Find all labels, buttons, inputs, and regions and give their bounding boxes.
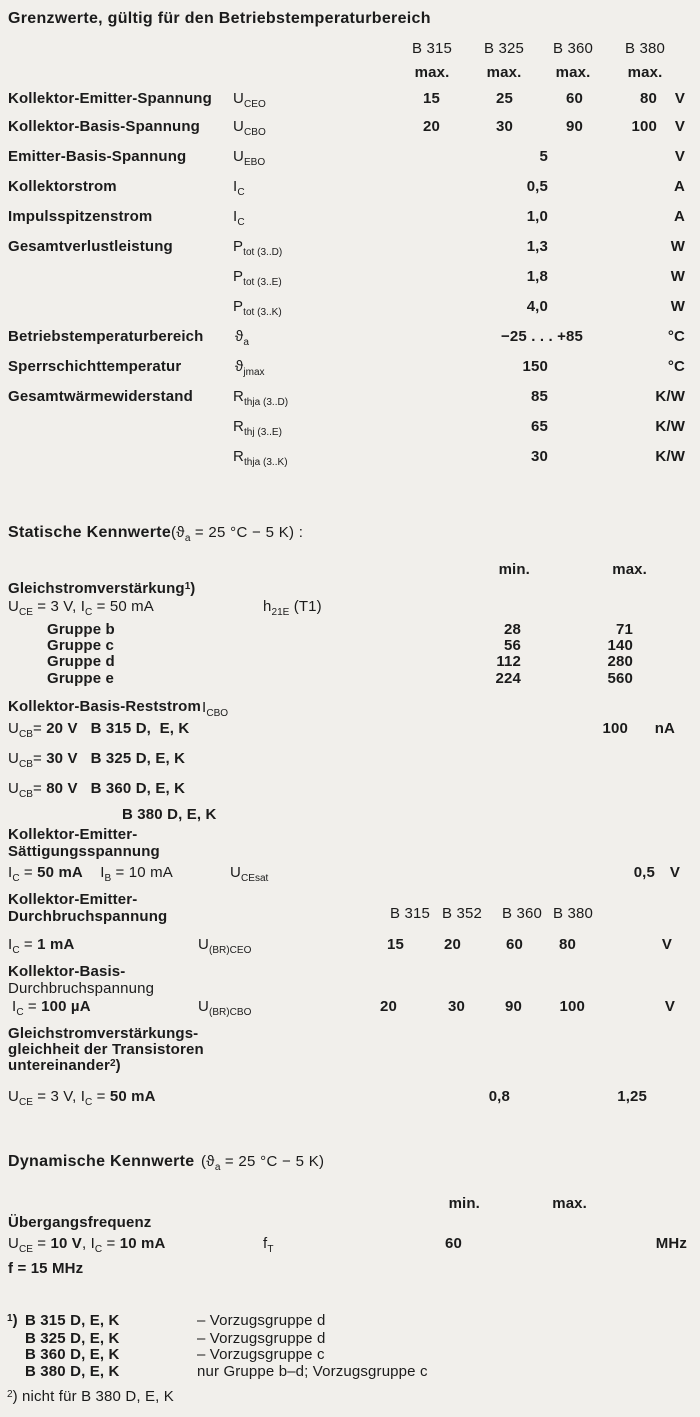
cond-ubrcbo: $I_C = 100$ µA (12, 998, 91, 1018)
cond-ucesat: $I_C = 50$ mA $I_B = 10$ mA (8, 864, 173, 884)
unit-icm: A (674, 208, 685, 225)
row-label-rth: Gesamtwärmewiderstand (8, 388, 193, 405)
symbol-ubrcbo: $U_{(BR)CBO}$ (198, 998, 252, 1018)
cell-ptot-e-value: 1,8 (526, 268, 548, 285)
cell-uceo-b360: 60 (566, 90, 583, 107)
section-title-dynamische (8, 1153, 325, 1173)
label-gruppe-e: Gruppe e (47, 670, 115, 687)
label-ubrceo-2: Durchbruchspannung (8, 908, 168, 925)
max-subheader-3: max. (555, 64, 591, 81)
unit-tj: °C (667, 358, 685, 375)
cell-ubrcbo-b315: 20 (380, 998, 397, 1015)
row-label-uebo: Emitter-Basis-Spannung (8, 148, 187, 165)
max-subheader-2: max. (486, 64, 522, 81)
row-symbol-ucbo: $U_{CBO}$ (233, 118, 266, 138)
max-header-statische: max. (612, 561, 647, 578)
cell-rthja-k-value: 30 (531, 448, 548, 465)
cell-icbo-value: 100 (602, 720, 628, 737)
row-label-tj: Sperrschichttemperatur (8, 358, 182, 375)
title-dynamische-cond: ($ϑ_a = 25$ °C − 5 K) (201, 1153, 325, 1173)
symbol-ucesat: $U_{CEsat}$ (230, 864, 269, 884)
cell-uceo-b325: 25 (496, 90, 513, 107)
cell-gruppe-e-max: 560 (607, 670, 633, 687)
row-symbol-rthj-e: $R_{thj (3..E)}$ (233, 418, 282, 438)
label-gruppe-d: Gruppe d (47, 653, 115, 670)
row-symbol-ptot-k: $P_{tot (3..K)}$ (233, 298, 282, 318)
unit-ubrceo: V (661, 936, 672, 953)
cond-icbo-b360: $U_{CB}= 80$ V B 360 D, E, K (8, 780, 186, 800)
section-title-statische (8, 524, 304, 544)
row-symbol-uebo: $U_{EBO}$ (233, 148, 266, 168)
row-label-uceo: Kollektor-Emitter-Spannung (8, 90, 212, 107)
row-symbol-icm: $I_C$ (233, 208, 245, 228)
cell-ft-min: 60 (445, 1235, 462, 1252)
row-label-icm: Impulsspitzenstrom (8, 208, 153, 225)
cond-hfe: $U_{CE} = 3$ V, $I_C = 50$ mA (8, 598, 154, 618)
row-label-ta: Betriebstemperaturbereich (8, 328, 204, 345)
label-gruppe-c: Gruppe c (47, 637, 115, 654)
cond-icbo-b315: $U_{CB}= 20$ V B 315 D, E, K (8, 720, 190, 740)
title-grenzwerte-rest: gültig für den Betriebstemperaturbereich (102, 10, 431, 27)
title-dynamische-bold: Dynamische Kennwerte (8, 1153, 195, 1170)
section-title-grenzwerte (8, 10, 431, 27)
cell-ubrcbo-b380: 100 (559, 998, 585, 1015)
footnote1-type-b325: B 325 D, E, K (25, 1330, 120, 1347)
title-statische-cond: ($ϑ_a = 25$ °C − 5 K) : (171, 524, 304, 544)
type-header-b360: B 360 (553, 40, 593, 57)
cell-gruppe-d-max: 280 (607, 653, 633, 670)
min-header-statische: min. (498, 561, 530, 578)
footnote1-type-b380: B 380 D, E, K (25, 1363, 120, 1380)
unit-ucesat: V (669, 864, 680, 881)
row-symbol-tj: $ϑ_{jmax}$ (235, 358, 265, 378)
unit-ic: A (674, 178, 685, 195)
type-header2-b380: B 380 (553, 905, 593, 922)
cell-ic-value: 0,5 (526, 178, 548, 195)
cond-matching: $U_{CE} = 3$ V, $I_C = 50$ mA (8, 1088, 156, 1108)
cell-uceo-b380: 80 (640, 90, 657, 107)
row-symbol-ic: $I_C$ (233, 178, 245, 198)
label-ucesat-1: Kollektor-Emitter- (8, 826, 138, 843)
type-header-b380: B 380 (625, 40, 665, 57)
unit-rthja-d: K/W (655, 388, 685, 405)
cond-ft-1: $U_{CE} = 10$ V, $I_C = 10$ mA (8, 1235, 166, 1255)
footnote1-marker: $^1$) (7, 1312, 18, 1329)
row-symbol-rthja-d: $R_{thja (3..D)}$ (233, 388, 289, 408)
footnote1-note-b360: – Vorzugsgruppe c (197, 1346, 325, 1363)
symbol-icbo: $I_{CBO}$ (202, 699, 229, 719)
cell-tj-value: 150 (522, 358, 548, 375)
unit-ptot-d: W (670, 238, 685, 255)
row-symbol-rthja-k: $R_{thja (3..K)}$ (233, 448, 288, 468)
label-gruppe-b: Gruppe b (47, 621, 115, 638)
cell-ucbo-b380: 100 (631, 118, 657, 135)
row-symbol-ptot-d: $P_{tot (3..D)}$ (233, 238, 283, 258)
title-grenzwerte-bold: Grenzwerte, (8, 10, 103, 27)
unit-ft: MHz (655, 1235, 687, 1252)
row-label-ic: Kollektorstrom (8, 178, 117, 195)
label-ucesat-2: Sättigungsspannung (8, 843, 160, 860)
type-header2-b315: B 315 (390, 905, 430, 922)
cell-gruppe-c-min: 56 (504, 637, 521, 654)
unit-ptot-e: W (670, 268, 685, 285)
cell-ptot-d-value: 1,3 (526, 238, 548, 255)
label-matching-2: gleichheit der Transistoren (8, 1041, 204, 1058)
unit-uebo: V (674, 148, 685, 165)
max-subheader-1: max. (414, 64, 450, 81)
min-header-dynamische: min. (448, 1195, 480, 1212)
cond-ft-2: f = 15 MHz (8, 1260, 84, 1277)
cond-icbo-b325: $U_{CB}= 30$ V B 325 D, E, K (8, 750, 186, 770)
cell-matching-max: 1,25 (617, 1088, 647, 1105)
unit-ucbo: V (674, 118, 685, 135)
cell-icm-value: 1,0 (526, 208, 548, 225)
cell-ubrceo-b315: 15 (387, 936, 404, 953)
row-symbol-ta: $ϑ_a$ (235, 328, 249, 348)
cell-ubrcbo-b360: 90 (505, 998, 522, 1015)
unit-ptot-k: W (670, 298, 685, 315)
label-ft: Übergangsfrequenz (8, 1214, 152, 1231)
cell-gruppe-c-max: 140 (607, 637, 633, 654)
cell-ucbo-b315: 20 (423, 118, 440, 135)
label-hfe: Gleichstromverstärkung$^1$) (8, 580, 196, 597)
unit-uceo: V (674, 90, 685, 107)
row-symbol-uceo: $U_{CEO}$ (233, 90, 266, 110)
label-matching-1: Gleichstromverstärkungs- (8, 1025, 199, 1042)
type-header2-b352: B 352 (442, 905, 482, 922)
type-header-b315: B 315 (412, 40, 452, 57)
label-icbo: Kollektor-Basis-Reststrom (8, 698, 201, 715)
unit-icbo: nA (654, 720, 675, 737)
row-label-ptot: Gesamtverlustleistung (8, 238, 173, 255)
cond-icbo-b380: B 380 D, E, K (122, 806, 217, 823)
cell-matching-min: 0,8 (488, 1088, 510, 1105)
cell-ubrceo-b352: 20 (444, 936, 461, 953)
row-label-ucbo: Kollektor-Basis-Spannung (8, 118, 200, 135)
label-matching-3: untereinander$^2$) (8, 1057, 121, 1074)
footnote1-note-b325: – Vorzugsgruppe d (197, 1330, 326, 1347)
type-header-b325: B 325 (484, 40, 524, 57)
unit-rthj-e: K/W (655, 418, 685, 435)
label-ubrceo-1: Kollektor-Emitter- (8, 891, 138, 908)
max-header-dynamische: max. (552, 1195, 587, 1212)
title-statische-bold: Statische Kennwerte (8, 524, 172, 541)
unit-rthja-k: K/W (655, 448, 685, 465)
footnote1-note-b315: – Vorzugsgruppe d (197, 1312, 326, 1329)
cell-gruppe-b-max: 71 (616, 621, 633, 638)
label-ubrcbo-1: Kollektor-Basis- (8, 963, 126, 980)
cell-ubrcbo-b352: 30 (448, 998, 465, 1015)
footnote1-note-b380: nur Gruppe b–d; Vorzugsgruppe c (197, 1363, 428, 1380)
cell-gruppe-b-min: 28 (504, 621, 521, 638)
cell-uceo-b315: 15 (423, 90, 440, 107)
footnote1-type-b315: B 315 D, E, K (25, 1312, 120, 1329)
cell-ubrceo-b380: 80 (559, 936, 576, 953)
symbol-h21e: $h_{21E}$ (T1) (263, 598, 322, 618)
symbol-ubrceo: $U_{(BR)CEO}$ (198, 936, 252, 956)
unit-ubrcbo: V (664, 998, 675, 1015)
cell-ucbo-b360: 90 (566, 118, 583, 135)
cell-uebo-value: 5 (539, 148, 548, 165)
cell-ucbo-b325: 30 (496, 118, 513, 135)
cell-ta-range: −25 . . . +85 (500, 328, 583, 345)
cell-gruppe-e-min: 224 (495, 670, 521, 687)
symbol-ft: $f_T$ (263, 1235, 274, 1255)
unit-ta: °C (667, 328, 685, 345)
cell-ucesat-value: 0,5 (633, 864, 655, 881)
max-subheader-4: max. (627, 64, 663, 81)
footnote1-type-b360: B 360 D, E, K (25, 1346, 120, 1363)
cell-rthja-d-value: 85 (531, 388, 548, 405)
type-header2-b360: B 360 (502, 905, 542, 922)
cell-rthj-e-value: 65 (531, 418, 548, 435)
label-ubrcbo-2: Durchbruchspannung (8, 980, 155, 997)
cond-ubrceo: $I_C = 1$ mA (8, 936, 75, 956)
row-symbol-ptot-e: $P_{tot (3..E)}$ (233, 268, 282, 288)
cell-ubrceo-b360: 60 (506, 936, 523, 953)
cell-gruppe-d-min: 112 (496, 653, 521, 670)
cell-ptot-k-value: 4,0 (526, 298, 548, 315)
footnote2: $^2$) nicht für B 380 D, E, K (7, 1388, 174, 1405)
